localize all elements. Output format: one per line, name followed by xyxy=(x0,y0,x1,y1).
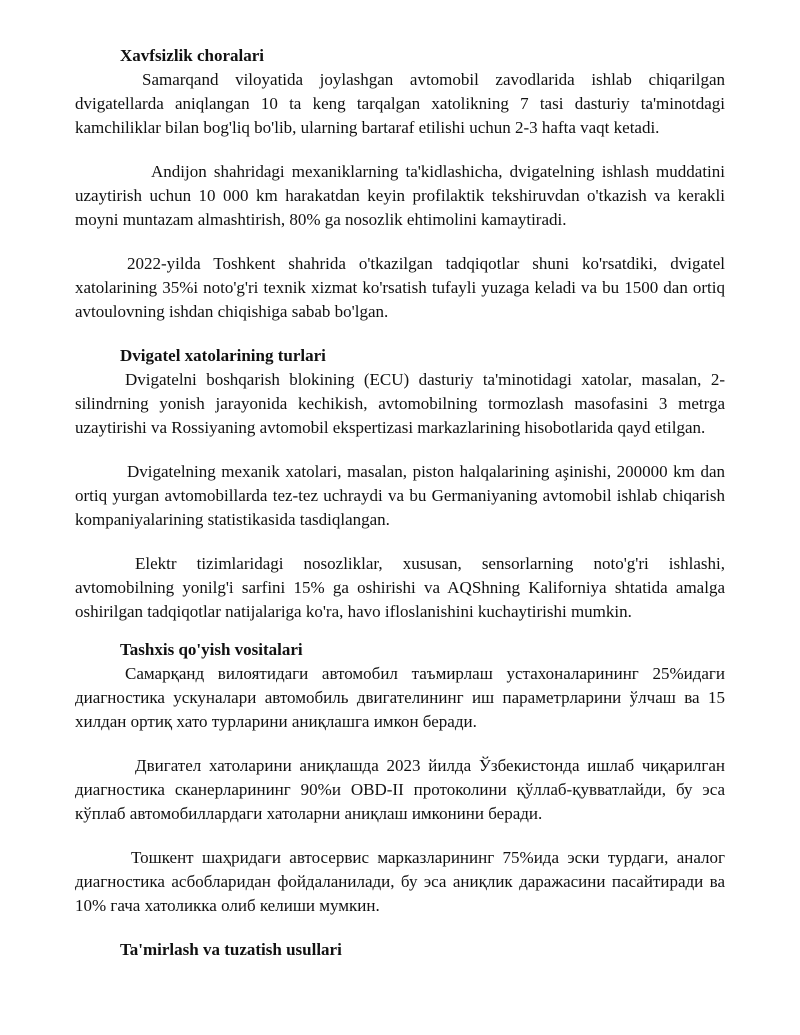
section-heading-error-types: Dvigatel xatolarining turlari xyxy=(120,346,326,365)
paragraph: 2022-yilda Toshkent shahrida o'tkazilgan tadqiqotlar shuni ko'rsatdiki, dvigatel xatolarining 35%i noto'g'ri texnik xizmat ko'rsatish tufayli yuzaga keladi va bu 1500 dan ortiq avtoulovning ishdan chiqishiga sabab bo'lgan. xyxy=(75,254,725,321)
paragraph: Dvigatelni boshqarish blokining (ECU) dasturiy ta'minotidagi xatolar, masalan, 2-silindrning yonish jarayonida kechikish, avtomobilning tormozlash masofasini 3 metrga uzaytirishi va Rossiyaning avtomobil ekspertizasi markazlarining hisobotlarida qayd etilgan. xyxy=(75,370,725,437)
paragraph: Тошкент шаҳридаги автосервис марказларининг 75%ида эски турдаги, аналог диагностика асбобларидан фойдаланилади, бу эса аниқлик даражасини пасайтиради ва 10% гача хатоликка олиб келиши мумкин. xyxy=(75,848,725,915)
document-page xyxy=(75,44,725,962)
paragraph: Двигател хатоларини аниқлашда 2023 йилда Ўзбекистонда ишлаб чиқарилган диагностика сканерларининг 90%и OBD-II протоколини қўллаб-қувватлайди, бу эса кўплаб автомобиллардаги хатоларни аниқлаш имконини беради. xyxy=(75,756,725,823)
section-heading-diagnostic-tools: Tashxis qo'yish vositalari xyxy=(120,640,303,659)
paragraph: Samarqand viloyatida joylashgan avtomobil zavodlarida ishlab chiqarilgan dvigatellarda aniqlangan 10 ta keng tarqalgan xatolikning 7 tasi dasturiy ta'minotdagi kamchiliklar bilan bog'liq bo'lib, ularning bartaraf etilishi uchun 2-3 hafta vaqt ketadi. xyxy=(75,70,725,137)
section-heading-safety: Xavfsizlik choralari xyxy=(120,46,265,65)
paragraph: Самарқанд вилоятидаги автомобил таъмирлаш устахоналарининг 25%идаги диагностика ускуналари автомобиль двигателининг иш параметрларини ўлчаш ва 15 хилдан ортиқ хато турларини аниқлашга имкон беради. xyxy=(75,664,725,731)
paragraph: Dvigatelning mexanik xatolari, masalan, piston halqalarining aşinishi, 200000 km dan ortiq yurgan avtomobillarda tez-tez uchraydi va bu Germaniyaning avtomobil ishlab chiqarish kompaniyalarining statistikasida tasdiqlangan. xyxy=(75,462,725,529)
section-heading-repair-methods: Ta'mirlash va tuzatish usullari xyxy=(120,940,342,959)
paragraph: Andijon shahridagi mexaniklarning ta'kidlashicha, dvigatelning ishlash muddatini uzaytirish uchun 10 000 km harakatdan keyin profilaktik tekshiruvdan o'tkazish va kerakli moyni muntazam almashtirish, 80% ga nosozlik ehtimolini kamaytiradi. xyxy=(75,162,725,229)
paragraph: Elektr tizimlaridagi nosozliklar, xususan, sensorlarning noto'g'ri ishlashi, avtomobilning yonilg'i sarfini 15% ga oshirishi va AQShning Kaliforniya shtatida amalga oshirilgan tadqiqotlar natijalariga ko'ra, havo ifloslanishini kuchaytirishi mumkin. xyxy=(75,554,725,621)
